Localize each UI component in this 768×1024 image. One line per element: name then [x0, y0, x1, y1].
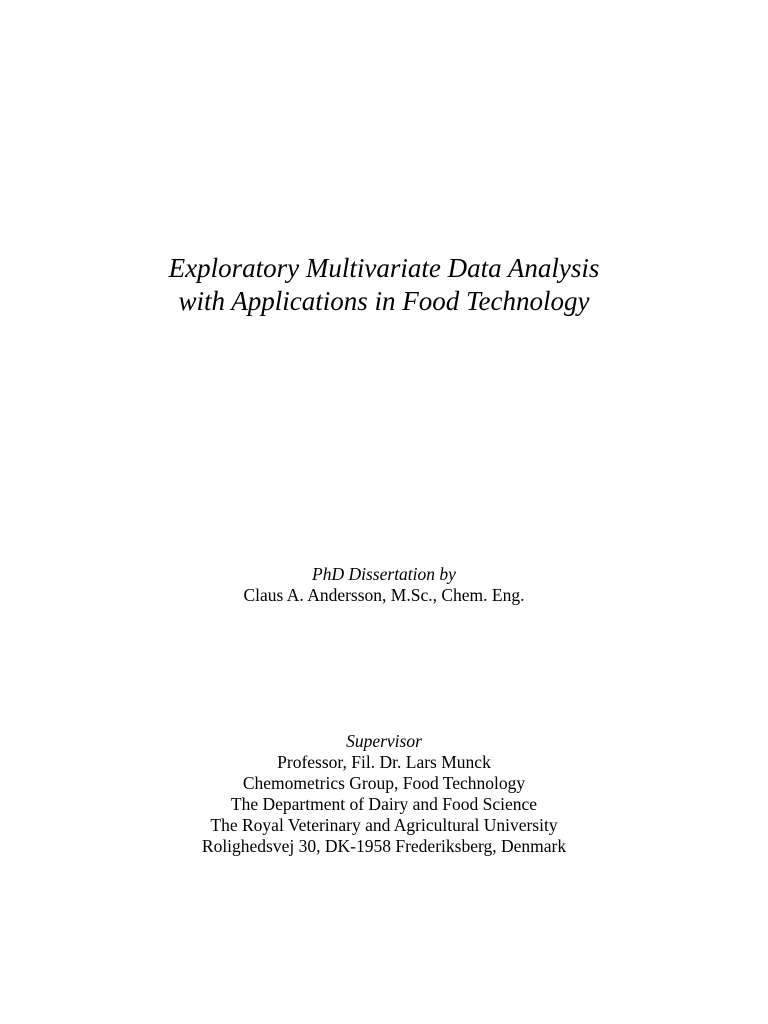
supervisor-label: Supervisor [346, 731, 422, 751]
title-line-1: Exploratory Multivariate Data Analysis [168, 253, 600, 283]
supervisor-group: Chemometrics Group, Food Technology [242, 773, 526, 793]
supervisor-block [0, 731, 768, 857]
author-name: Claus A. Andersson, M.Sc., Chem. Eng. [243, 585, 525, 605]
document-title [0, 252, 768, 318]
supervisor-address: Rolighedsvej 30, DK-1958 Frederiksberg, Denmark [201, 836, 567, 856]
dissertation-label: PhD Dissertation by [312, 564, 456, 584]
author-block [0, 564, 768, 606]
supervisor-university: The Royal Veterinary and Agricultural University [210, 815, 558, 835]
supervisor-department: The Department of Dairy and Food Science [230, 794, 538, 814]
supervisor-name: Professor, Fil. Dr. Lars Munck [277, 752, 491, 772]
title-line-2: with Applications in Food Technology [178, 286, 590, 316]
